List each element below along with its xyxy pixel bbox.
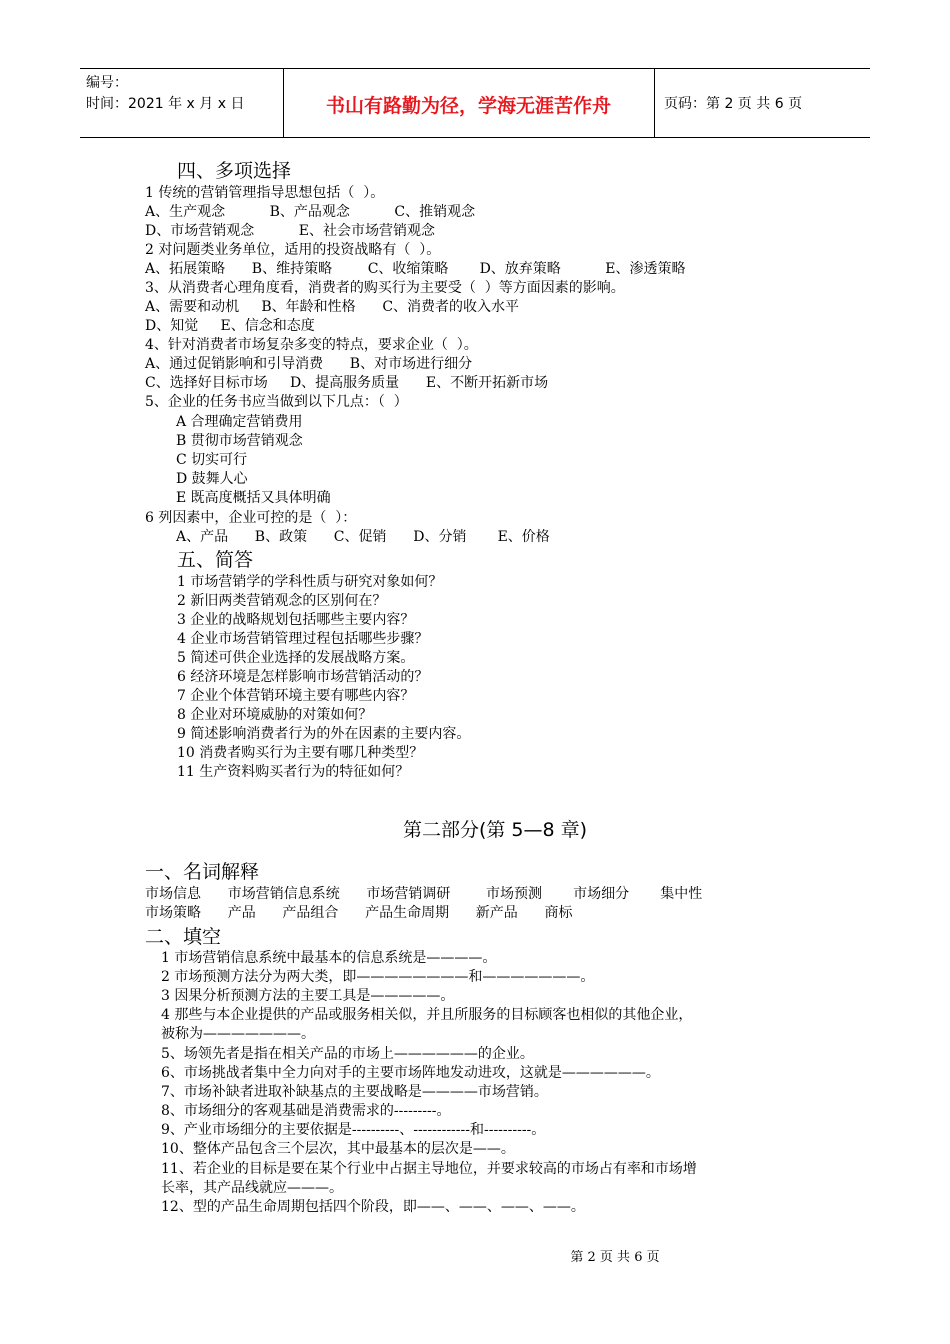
fill-line: 5、场领先者是指在相关产品的市场上——————的企业。 — [161, 1046, 534, 1062]
question-line: 1 传统的营销管理指导思想包括（ ）。 — [145, 185, 385, 201]
doc-time-label: 时间：2021 年 x 月 x 日 — [86, 96, 245, 112]
option-line: E 既高度概括又具体明确 — [176, 490, 331, 506]
option-line: A、拓展策略 B、维持策略 C、收缩策略 D、放弃策略 E、渗透策略 — [145, 261, 686, 277]
question-line: 5、企业的任务书应当做到以下几点：（ ） — [145, 394, 408, 410]
fill-line: 3 因果分析预测方法的主要工具是—————。 — [161, 988, 455, 1004]
option-line: D、市场营销观念 E、社会市场营销观念 — [145, 223, 435, 239]
terms-line: 市场策略 产品 产品组合 产品生命周期 新产品 商标 — [145, 905, 573, 921]
fill-line: 11、若企业的目标是要在某个行业中占据主导地位，并要求较高的市场占有率和市场增 — [161, 1161, 697, 1177]
list-item: 11 生产资料购买者行为的特征如何？ — [177, 764, 410, 780]
page-header — [80, 68, 870, 138]
question-line: 2 对问题类业务单位，适用的投资战略有（ ）。 — [145, 242, 441, 258]
header-meta — [86, 73, 244, 115]
fill-line: 9、产业市场细分的主要依据是----------、------------和----------。 — [161, 1122, 546, 1138]
question-line: 6 列因素中，企业可控的是（ ）： — [145, 510, 357, 526]
fill-line: 被称为———————。 — [161, 1026, 315, 1042]
option-line: B 贯彻市场营销观念 — [176, 433, 303, 449]
section-heading: 二、填空 — [145, 926, 222, 948]
fill-line: 8、市场细分的客观基础是消费需求的---------。 — [161, 1103, 451, 1119]
option-line: A、产品 B、政策 C、促销 D、分销 E、价格 — [176, 529, 550, 545]
doc-number-label: 编号： — [86, 75, 128, 91]
section-heading: 四、多项选择 — [177, 160, 292, 182]
list-item: 5 简述可供企业选择的发展战略方案。 — [177, 650, 415, 666]
list-item: 10 消费者购买行为主要有哪几种类型？ — [177, 745, 424, 761]
option-line: C、选择好目标市场 D、提高服务质量 E、不断开拓新市场 — [145, 375, 549, 391]
option-line: A、通过促销影响和引导消费 B、对市场进行细分 — [145, 356, 473, 372]
fill-line: 1 市场营销信息系统中最基本的信息系统是————。 — [161, 950, 497, 966]
section-heading: 一、名词解释 — [145, 861, 260, 883]
list-item: 7 企业个体营销环境主要有哪些内容？ — [177, 688, 415, 704]
header-page-info: 页码：第 2 页 共 6 页 — [664, 96, 803, 112]
fill-line: 10、整体产品包含三个层次，其中最基本的层次是——。 — [161, 1141, 515, 1157]
fill-line: 4 那些与本企业提供的产品或服务相关似，并且所服务的目标顾客也相似的其他企业， — [161, 1007, 693, 1023]
list-item: 9 简述影响消费者行为的外在因素的主要内容。 — [177, 726, 471, 742]
option-line: A 合理确定营销费用 — [176, 414, 303, 430]
header-motto: 书山有路勤为径，学海无涯苦作舟 — [325, 95, 611, 117]
fill-line: 2 市场预测方法分为两大类，即————————和———————。 — [161, 969, 595, 985]
fill-line: 长率，其产品线就应———。 — [161, 1180, 343, 1196]
fill-line: 7、市场补缺者进取补缺基点的主要战略是————市场营销。 — [161, 1084, 548, 1100]
list-item: 2 新旧两类营销观念的区别何在？ — [177, 593, 387, 609]
option-line: A、生产观念 B、产品观念 C、推销观念 — [145, 204, 476, 220]
list-item: 6 经济环境是怎样影响市场营销活动的？ — [177, 669, 429, 685]
fill-line: 6、市场挑战者集中全力向对手的主要市场阵地发动进攻，这就是——————。 — [161, 1065, 660, 1081]
header-divider — [654, 69, 655, 137]
fill-line: 12、型的产品生命周期包括四个阶段，即——、——、——、——。 — [161, 1199, 585, 1215]
question-line: 3、从消费者心理角度看，消费者的购买行为主要受（ ）等方面因素的影响。 — [145, 280, 625, 296]
terms-line: 市场信息 市场营销信息系统 市场营销调研 市场预测 市场细分 集中性 — [145, 886, 703, 902]
list-item: 1 市场营销学的学科性质与研究对象如何？ — [177, 574, 443, 590]
option-line: A、需要和动机 B、年龄和性格 C、消费者的收入水平 — [145, 299, 520, 315]
section-heading: 五、简答 — [177, 549, 254, 571]
page-footer: 第 2 页 共 6 页 — [570, 1250, 660, 1265]
option-line: C 切实可行 — [176, 452, 248, 468]
list-item: 4 企业市场营销管理过程包括哪些步骤？ — [177, 631, 429, 647]
list-item: 3 企业的战略规划包括哪些主要内容？ — [177, 612, 415, 628]
list-item: 8 企业对环境威胁的对策如何？ — [177, 707, 373, 723]
part-title: 第二部分(第 5—8 章) — [402, 819, 588, 841]
question-line: 4、针对消费者市场复杂多变的特点，要求企业（ ）。 — [145, 337, 478, 353]
option-line: D 鼓舞人心 — [176, 471, 248, 487]
option-line: D、知觉 E、信念和态度 — [145, 318, 315, 334]
